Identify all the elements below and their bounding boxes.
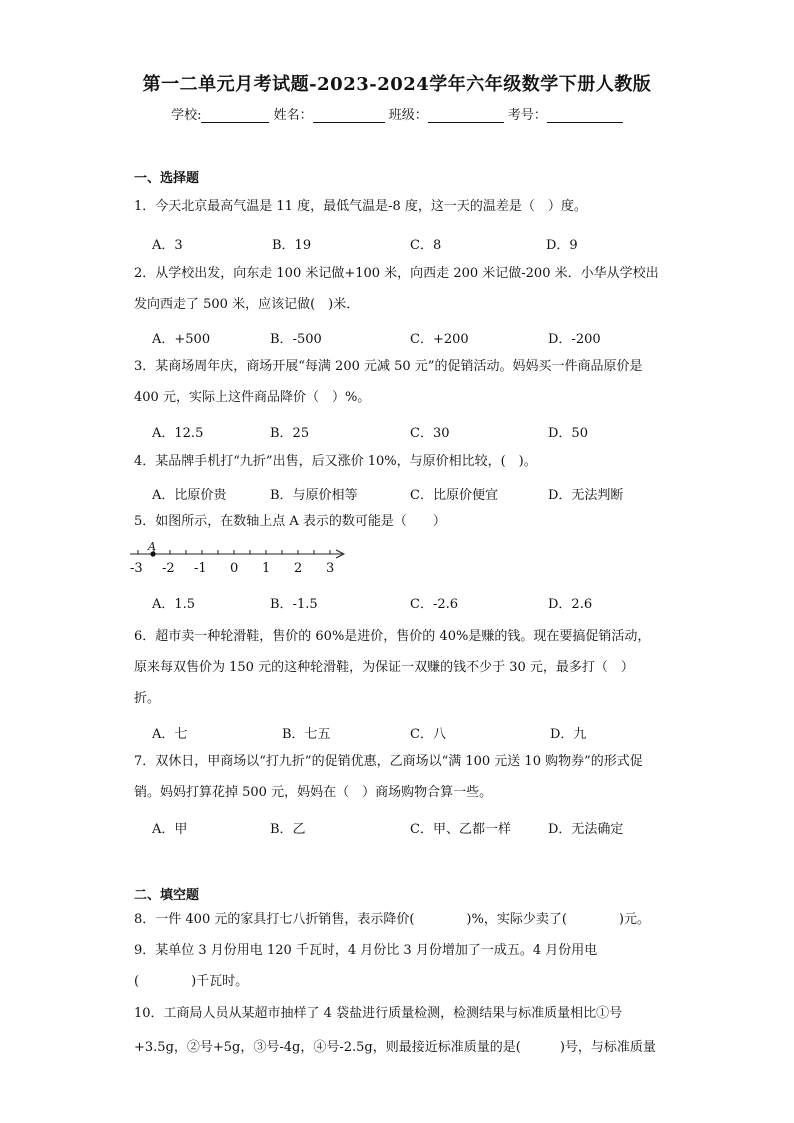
question-3 (134, 351, 664, 413)
option-a[interactable]: A．+500 (152, 332, 211, 347)
number-line-tick-label: 0 (230, 561, 239, 576)
name-label: 姓名： (273, 108, 313, 123)
option-d[interactable]: D．2.6 (548, 597, 593, 612)
number-line-tick-label: -3 (130, 561, 143, 576)
question-9-line-1: 9．某单位 3 月份用电 120 千瓦时，4 月份比 3 月份增加了一成五。4 月份用电 (134, 943, 598, 958)
option-b[interactable]: B．-500 (270, 332, 322, 347)
question-3-line-1: 3．某商场周年庆，商场开展“每满 200 元减 50 元”的促销活动。妈妈买一件商品原价是 (134, 359, 643, 374)
option-b[interactable]: B．-1.5 (270, 597, 318, 612)
question-2 (134, 258, 664, 320)
question-7-line-2: 销。妈妈打算花掉 500 元，妈妈在（ ）商场购物合算一些。 (134, 785, 493, 800)
question-6-line-2: 原来每双售价为 150 元的这种轮滑鞋，为保证一双赚的钱不少于 30 元，最多打（ ） (134, 660, 634, 675)
option-c[interactable]: C．+200 (410, 332, 469, 347)
question-5-options (152, 593, 672, 613)
question-4-options (152, 484, 672, 504)
number-line-tick-label: -1 (194, 561, 207, 576)
question-7 (134, 746, 664, 808)
id-label: 考号： (507, 108, 547, 123)
question-10-line-1: 10．工商局人员从某超市抽样了 4 袋盐进行质量检测，检测结果与标准质量相比①号 (134, 1006, 623, 1021)
option-a[interactable]: A．12.5 (152, 426, 204, 441)
number-line-tick-label: 3 (326, 561, 335, 576)
option-b[interactable]: B．与原价相等 (270, 488, 358, 503)
option-c[interactable]: C．八 (410, 727, 446, 742)
question-8: 8．一件 400 元的家具打七八折销售，表示降价( )%，实际少卖了( )元。 (134, 912, 650, 927)
question-6-line-3: 折。 (134, 691, 161, 706)
option-b[interactable]: B．19 (272, 238, 312, 253)
number-line-tick-label: 1 (262, 561, 271, 576)
number-line-tick-label: -2 (162, 561, 175, 576)
option-c[interactable]: C．8 (410, 238, 442, 253)
option-c[interactable]: C．-2.6 (410, 597, 459, 612)
option-b[interactable]: B．25 (270, 426, 310, 441)
option-d[interactable]: D．无法确定 (548, 822, 624, 837)
question-9-line-2: ( )千瓦时。 (134, 974, 249, 989)
option-b[interactable]: B．七五 (282, 727, 331, 742)
question-2-options (152, 328, 672, 348)
question-5: 5．如图所示，在数轴上点 A 表示的数可能是（ ） (134, 514, 446, 529)
option-d[interactable]: D．9 (546, 238, 578, 253)
page-title: 第一二单元月考试题-2023-2024学年六年级数学下册人教版 (142, 74, 652, 95)
class-field[interactable] (428, 108, 504, 123)
number-line-tick-label: 2 (294, 561, 303, 576)
option-a[interactable]: A．3 (152, 238, 183, 253)
question-3-options (152, 422, 672, 442)
option-a[interactable]: A．七 (152, 727, 188, 742)
class-label: 班级： (388, 108, 428, 123)
question-10 (134, 997, 664, 1065)
student-info-row (0, 104, 794, 123)
question-2-line-1: 2．从学校出发，向东走 100 米记做+100 米，向西走 200 米记做-200 米．小华从学校出 (134, 266, 659, 281)
option-d[interactable]: D．50 (548, 426, 588, 441)
number-line-ticks (138, 550, 330, 554)
question-1-options (152, 234, 672, 254)
option-d[interactable]: D．无法判断 (548, 488, 624, 503)
question-6-options (152, 723, 672, 743)
question-7-options (152, 818, 672, 838)
section-choice-title: 一、选择题 (134, 171, 200, 186)
question-6 (134, 621, 664, 714)
school-field[interactable] (201, 108, 269, 123)
question-2-line-2: 发向西走了 500 米，应该记做( )米． (134, 297, 360, 312)
id-field[interactable] (547, 108, 623, 123)
option-c[interactable]: C．比原价便宜 (410, 488, 498, 503)
option-b[interactable]: B．乙 (270, 822, 306, 837)
question-4: 4．某品牌手机打“九折”出售，后又涨价 10%，与原价相比较，( )。 (134, 454, 537, 469)
option-a[interactable]: A．甲 (152, 822, 188, 837)
question-10-line-2: +3.5g，②号+5g，③号-4g，④号-2.5g，则最接近标准质量的是( )号，与标准质量 (134, 1040, 656, 1055)
option-a[interactable]: A．1.5 (152, 597, 196, 612)
name-field[interactable] (313, 108, 385, 123)
option-a[interactable]: A．比原价贵 (152, 488, 227, 503)
question-9 (134, 935, 664, 997)
question-6-line-1: 6．超市卖一种轮滑鞋，售价的 60%是进价，售价的 40%是赚的钱。现在要搞促销活动， (134, 629, 651, 644)
question-3-line-2: 400 元，实际上这件商品降价（ ）%。 (134, 390, 371, 405)
section-fill-title: 二、填空题 (134, 888, 200, 903)
option-d[interactable]: D．-200 (548, 332, 601, 347)
option-d[interactable]: D．九 (550, 727, 587, 742)
option-c[interactable]: C．30 (410, 426, 450, 441)
question-1: 1．今天北京最高气温是 11 度，最低气温是-8 度，这一天的温差是（ ）度。 (134, 199, 587, 214)
school-label: 学校: (171, 108, 202, 123)
question-7-line-1: 7．双休日，甲商场以“打九折”的促销优惠，乙商场以“满 100 元送 10 购物券”的形式促 (134, 754, 643, 769)
option-c[interactable]: C．甲、乙都一样 (410, 822, 511, 837)
point-a-label: A (148, 540, 156, 553)
